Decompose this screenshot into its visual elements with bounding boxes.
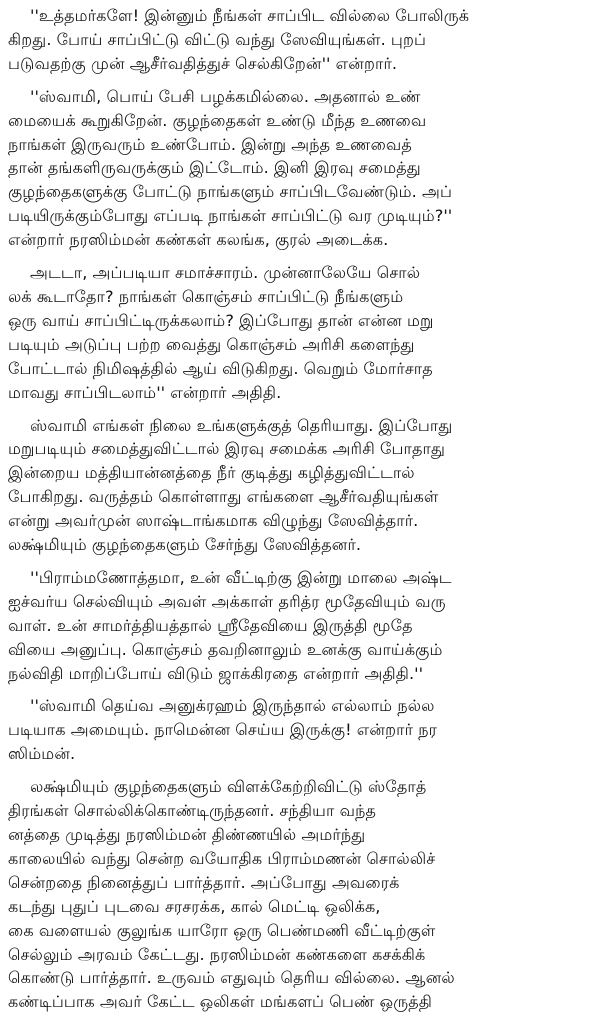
paragraph	[8, 85, 596, 252]
text-line: என்று அவர்முன் ஸாஷ்டாங்கமாக விழுந்து ஸேவித்தார்.	[8, 511, 419, 531]
text-line: காலையில் வந்து சென்ற வயோதிக பிராம்மணன் சொல்லிச்	[8, 848, 436, 868]
text-line: மாவது சாப்பிடலாம்'' என்றார் அதிதி.	[8, 382, 282, 402]
text-line: கண்டிப்பாக அவர் கேட்ட ஒலிகள் மங்களப் பெண் ஒருத்தி	[8, 992, 433, 1012]
text-line: சென்றதை நினைத்துப் பார்த்தார். அப்போது அவரைக்	[8, 872, 400, 892]
text-line: அடடா, அப்படியா சமாச்சாரம். முன்னாலேயே சொல்	[30, 263, 421, 283]
paragraph	[8, 261, 596, 404]
text-line: மையைக் கூறுகிறேன். குழந்தைகள் உண்டு மீந்த உணவை	[8, 110, 427, 130]
text-line: படியும் அடுப்பு பற்ற வைத்து கொஞ்சம் அரிசி களைந்து	[8, 334, 415, 354]
paragraph	[8, 694, 596, 766]
text-line: தான் தங்களிருவருக்கும் இட்டோம். இனி இரவு சமைத்து	[8, 158, 421, 178]
text-line: வியை அனுப்பு. கொஞ்சம் தவறினாலும் உனக்கு வாய்க்கும்	[8, 639, 443, 659]
text-line: நாங்கள் இருவரும் உண்போம். இன்று அந்த உணவைத்	[8, 134, 412, 154]
text-line: ''ஸ்வாமி தெய்வ அனுக்ரஹம் இருந்தால் எல்லாம் நல்ல	[30, 696, 435, 716]
text-line: என்றார் நரஸிம்மன் கண்கள் கலங்க, குரல் அடைக்க.	[8, 230, 389, 250]
text-line: ஐச்வர்ய செல்வியும் அவள் அக்காள் தரித்ர மூதேவியும் வரு	[8, 591, 446, 611]
text-line: லக்ஷ்மியும் குழந்தைகளும் சேர்ந்து ஸேவித்தனர்.	[8, 535, 362, 555]
text-line: படுவதற்கு முன் ஆசீர்வதித்துச் செல்கிறேன்'' என்றார்.	[8, 53, 398, 73]
text-line: செல்லும் அரவம் கேட்டது. நரஸிம்மன் கண்களை கசக்கிக்	[8, 944, 426, 964]
text-line: போகிறது. வருத்தம் கொள்ளாது எங்களை ஆசீர்வதியுங்கள்	[8, 487, 439, 507]
text-line: லக்ஷ்மியும் குழந்தைகளும் விளக்கேற்றிவிட்டு ஸ்தோத்	[30, 777, 427, 797]
paragraph	[8, 414, 596, 557]
text-line: கிறது. போய் சாப்பிட்டு விட்டு வந்து ஸேவியுங்கள். புறப்	[8, 29, 427, 49]
text-line: மறுபடியும் சமைத்துவிட்டால் இரவு சமைக்க அரிசி போதாது	[8, 439, 446, 459]
text-line: கை வளையல் குலுங்க யாரோ ஒரு பெண்மணி வீட்டிற்குள்	[8, 920, 436, 940]
paragraph	[8, 775, 596, 1014]
text-line: ஒரு வாய் சாப்பிட்டிருக்கலாம்? இப்போது தான் என்ன மறு	[8, 310, 434, 330]
text-line: ''பிராம்மணோத்தமா, உன் வீட்டிற்கு இன்று மாலை அஷ்ட	[30, 567, 452, 587]
text-line: போட்டால் நிமிஷத்தில் ஆய் விடுகிறது. வெறும் மோர்சாத	[8, 358, 433, 378]
text-line: ஸிம்மன்.	[8, 744, 76, 764]
text-line: கொண்டு பார்த்தார். உருவம் எதுவும் தெரிய வில்லை. ஆனல்	[8, 968, 455, 988]
text-line: இன்றைய மத்தியான்னத்தை நீர் குடித்து கழித்துவிட்டால்	[8, 463, 415, 483]
text-line: குழந்தைகளுக்கு போட்டு நாங்களும் சாப்பிடவேண்டும். அப்	[8, 182, 452, 202]
paragraph	[8, 566, 596, 686]
text-line: திரங்கள் சொல்லிக்கொண்டிருந்தனர். சந்தியா வந்த	[8, 801, 376, 821]
text-line: வாள். உன் சாமர்த்தியத்தால் ஸ்ரீதேவியை இருத்தி மூதே	[8, 615, 413, 635]
text-line: ''ஸ்வாமி, பொய் பேசி பழக்கமில்லை. அதனால் உண்	[30, 86, 421, 106]
paragraph	[8, 4, 596, 76]
text-line: ஸ்வாமி எங்கள் நிலை உங்களுக்குத் தெரியாது. இப்போது	[30, 415, 453, 435]
text-line: படியிருக்கும்போது எப்படி நாங்கள் சாப்பிட்டு வர முடியும்?''	[8, 206, 453, 226]
text-line: ''உத்தமர்களே! இன்னும் நீங்கள் சாப்பிட வில்லை போலிருக்	[30, 6, 470, 25]
text-line: கடந்து புதுப் புடவை சரசரக்க, கால் மெட்டி ஒலிக்க,	[8, 896, 381, 916]
text-line: லக் கூடாதோ? நாங்கள் கொஞ்சம் சாப்பிட்டு நீங்களும்	[8, 286, 404, 306]
text-line: படியாக அமையும். நாமென்ன செய்ய இருக்கு! என்றார் நர	[8, 720, 437, 740]
text-line: நல்விதி மாறிப்போய் விடும் ஜாக்கிரதை என்றார் அதிதி.''	[8, 663, 424, 683]
text-line: னத்தை முடித்து நரஸிம்மன் திண்ணயில் அமர்ந்து	[8, 825, 366, 844]
